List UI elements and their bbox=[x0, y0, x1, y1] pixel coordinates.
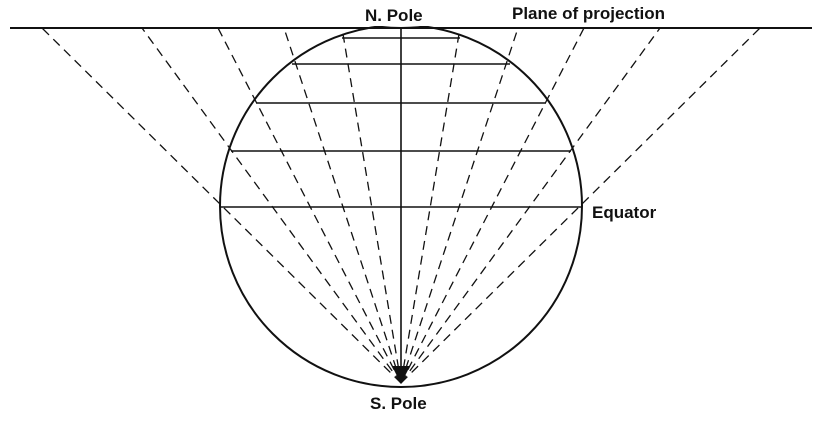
projection-ray bbox=[401, 28, 760, 383]
projection-ray bbox=[401, 28, 518, 383]
projection-ray bbox=[284, 28, 401, 383]
south-pole-label: S. Pole bbox=[370, 394, 427, 413]
plane-of-projection-label: Plane of projection bbox=[512, 4, 666, 23]
projection-ray bbox=[401, 28, 460, 383]
north-pole-label: N. Pole bbox=[365, 6, 423, 25]
projection-ray bbox=[401, 28, 584, 383]
projection-ray bbox=[218, 28, 401, 383]
projection-ray bbox=[42, 28, 401, 383]
equator-label: Equator bbox=[592, 203, 657, 222]
projection-ray bbox=[142, 28, 401, 383]
projection-ray bbox=[342, 28, 401, 383]
